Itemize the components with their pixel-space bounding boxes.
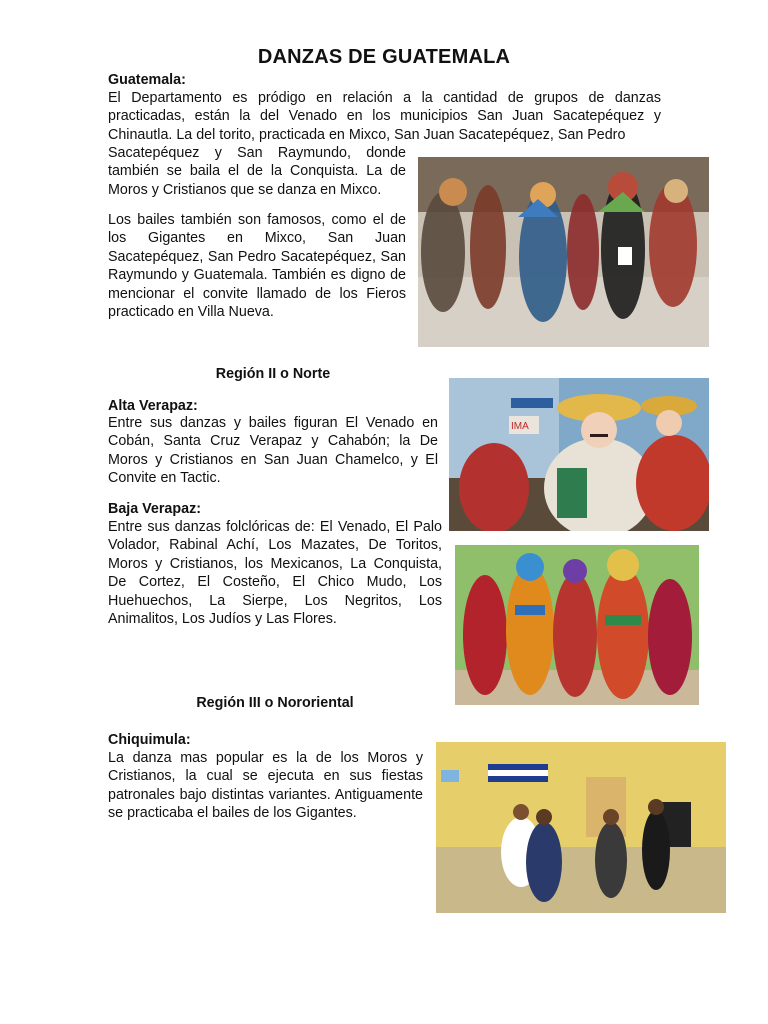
region-3-title: Región III o Nororiental: [196, 695, 354, 711]
guatemala-paragraph-2: Los bailes también son famosos, como el de los Gigantes en Mixco, San Juan Sacatepéquez, San Pedro Sacatepéquez, San Raymundo y Guatemala. También es digno de mencionar el convite llamado de los Fieros practicado en Villa Nueva.: [108, 212, 406, 321]
photo-sign-text: IMA: [511, 421, 529, 432]
alta-verapaz-heading: Alta Verapaz:: [108, 398, 198, 414]
baja-verapaz-text: Entre sus danzas folclóricas de: El Venado, El Palo Volador, Rabinal Achí, Los Mazates, De Toritos, Moros y Cristianos, los Mexicanos, La Conquista, De Cortez, El Costeño, El Chico Mudo, Los Huehuechos, La Sierpe, Los Negritos, Los Animalitos, Los Judíos y Las Flores.: [108, 519, 442, 628]
region-2-title: Región II o Norte: [215, 366, 331, 382]
chiquimula-heading: Chiquimula:: [108, 732, 191, 748]
baja-verapaz-heading: Baja Verapaz:: [108, 501, 201, 517]
alta-verapaz-text: Entre sus danzas y bailes figuran El Venado en Cobán, Santa Cruz Verapaz y Cahabón; la De Moros y Cristianos en San Juan Chamelco, y El Convite en Tactic.: [108, 415, 438, 487]
page-title: DANZAS DE GUATEMALA: [257, 46, 511, 68]
alta-verapaz-dancers-photo: [449, 378, 709, 531]
chiquimula-text: La danza mas popular es la de los Moros y Cristianos, la cual se ejecuta en sus fiestas patronales bajo distintas variantes. Antiguamente se practicaba el bailes de los Gigantes.: [108, 750, 423, 822]
guatemala-paragraph-1: El Departamento es pródigo en relación a la cantidad de grupos de danzas practicadas, están la del Venado en los municipios San Juan Sacatepéquez y Chinautla. La del torito, practicada en Mixco, San Juan Sacatepéquez, San Pedro: [108, 90, 661, 143]
baja-verapaz-dancers-photo: [455, 545, 699, 705]
guatemala-paragraph-1-continued: Sacatepéquez y San Raymundo, donde también se baila el de la Conquista. La de Moros y Cristianos que se danza en Mixco.: [108, 145, 406, 198]
chiquimula-dancers-photo: [436, 742, 726, 913]
guatemala-dancers-photo: [418, 157, 709, 347]
guatemala-heading: Guatemala:: [108, 72, 186, 88]
